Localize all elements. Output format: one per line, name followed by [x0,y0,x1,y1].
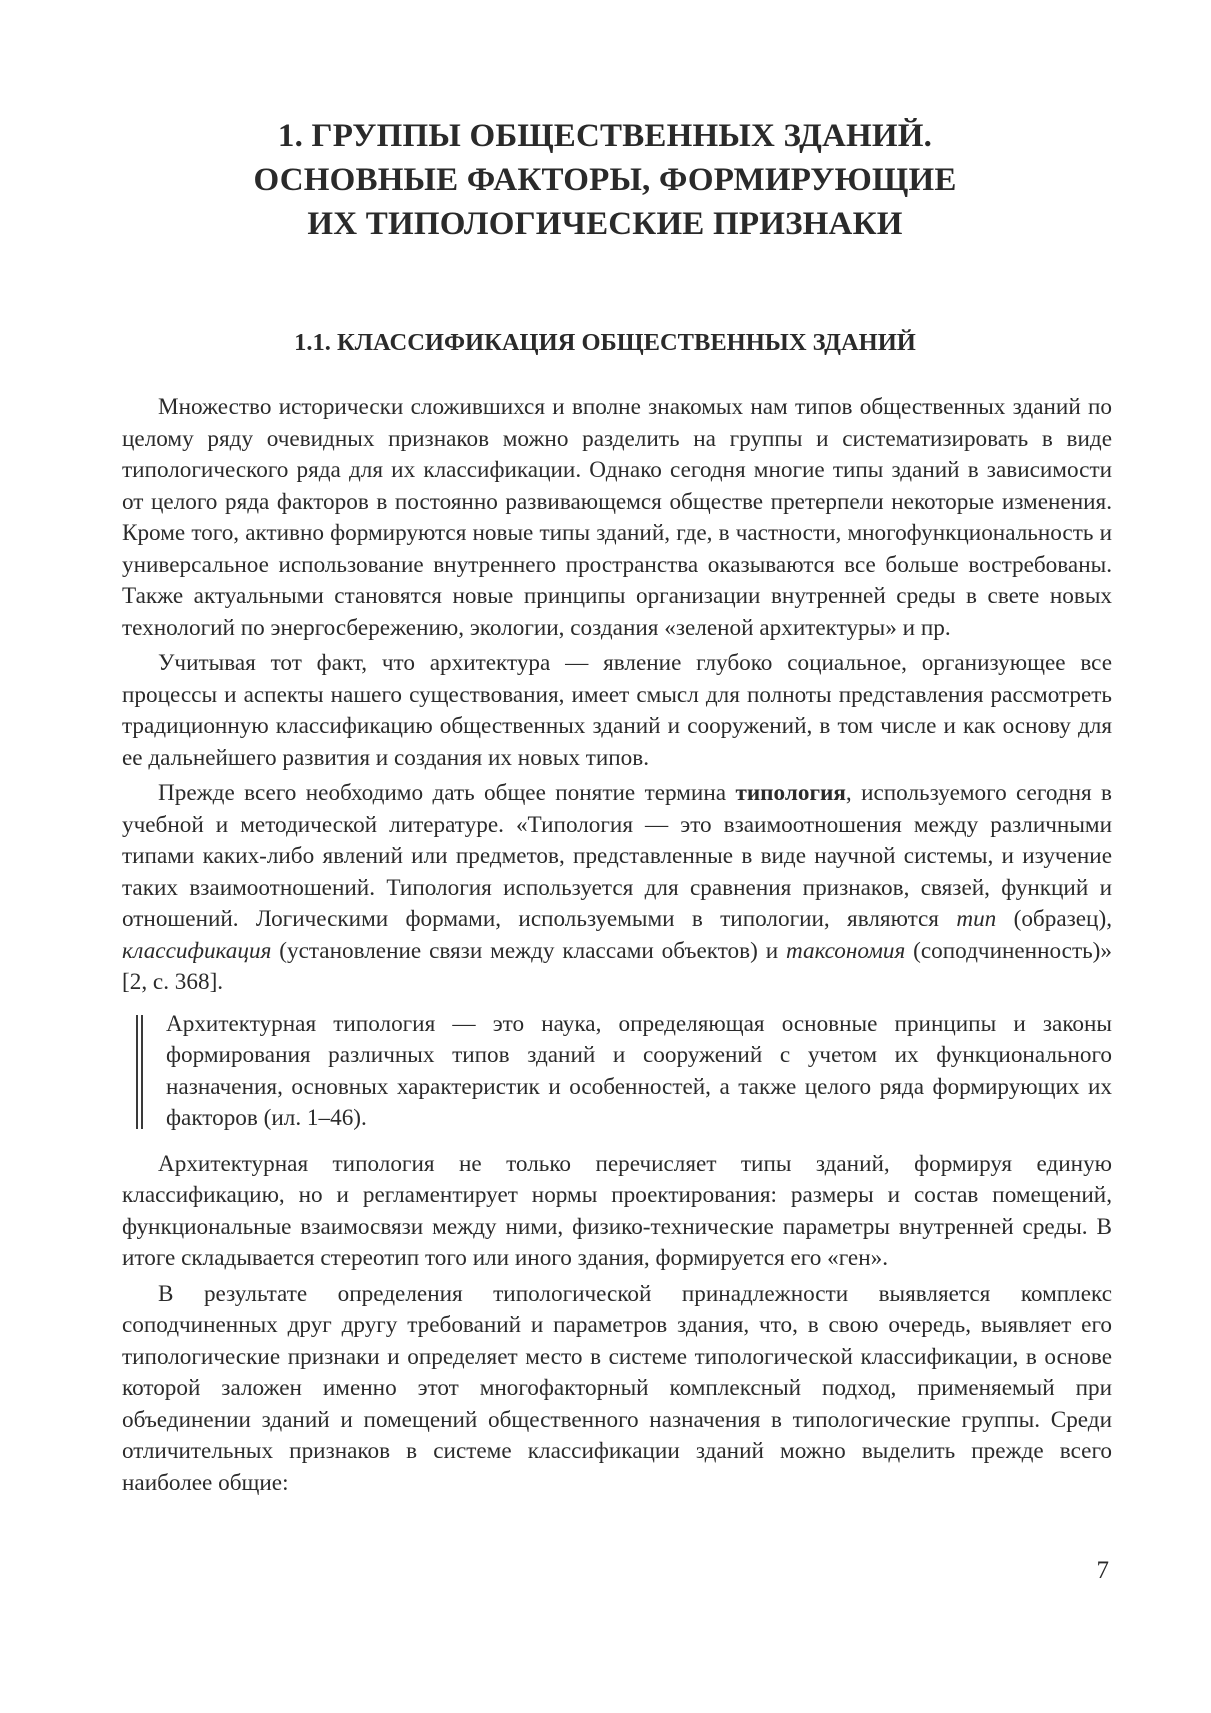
term-type: тип [956,906,997,932]
paragraph-1: Множество исторически сложившихся и вполне знакомых нам типов общественных зданий по целому ряду очевидных признаков можно разделить на группы и систематизировать в виде типологического ряда для их классификации. Однако сегодня многие типы зданий в зависимости от целого ряда факторов в постоянно развивающемся обществе претерпели некоторые изменения. Кроме того, активно формируются новые типы зданий, где, в частности, многофункциональность и универсальное использование внутреннего пространства оказываются все больше востребованы. Также актуальными становятся новые принципы организации внутренней среды в свете новых технологий по энергосбережению, экологии, создания «зеленой архитектуры» и пр. [122,394,1112,641]
paragraph-5: В результате определения типологической принадлежности выявляется комплекс соподчиненных друг другу требований и параметров здания, что, в свою очередь, выявляет его типологические признаки и определяет место в системе типологической классификации, в основе которой заложен именно этот многофакторный комплексный подход, применяемый при объединении зданий и помещений общественного назначения в типологические группы. Среди отличительных признаков в системе классификации зданий можно выделить прежде всего наиболее общие: [122,1280,1112,1496]
definition-callout [122,1009,1112,1135]
body-text [122,392,1112,1503]
paragraph-3-text-2: , используемого сегодня в учебной и методической литературе. «Типология — это взаимоотношения между различными типами каких-либо явлений или предметов, представленные в виде научной системы, и изучение таких взаимоотношений. Типология используется для сравнения признаков, связей, функций и отношений. Логическими формами, используемыми в типологии, являются [122,780,1112,932]
chapter-title-line-2: ОСНОВНЫЕ ФАКТОРЫ, ФОРМИРУЮЩИЕ [253,162,957,198]
paragraph-4: Архитектурная типология не только перечисляет типы зданий, формируя единую классификацию, но и регламентирует нормы проектирования: размеры и состав помещений, функциональные взаимосвязи между ними, физико-технические параметры внутренней среды. В итоге складывается стереотип того или иного здания, формируется его «ген». [122,1150,1112,1271]
paragraph-3 [122,778,1112,999]
paragraph-2: Учитывая тот факт, что архитектура — явление глубоко социальное, организующее все процессы и аспекты нашего существования, имеет смысл для полноты представления рассмотреть традиционную классификацию общественных зданий и сооружений, в том числе и как основу для ее дальнейшего развития и создания их новых типов. [122,650,1112,771]
term-typology: типология [735,780,846,806]
chapter-title [140,114,1070,246]
paragraph-3-text-5: (соподчиненность)» [2, с. 368]. [122,937,1112,995]
callout-double-rule [136,1015,144,1129]
paragraph-3-text-1: Прежде всего необходимо дать общее понятие термина [158,780,736,806]
term-classification: классификация [122,937,272,964]
chapter-title-line-3: ИХ ТИПОЛОГИЧЕСКИЕ ПРИЗНАКИ [307,206,903,242]
chapter-title-line-1: 1. ГРУППЫ ОБЩЕСТВЕННЫХ ЗДАНИЙ. [277,118,933,154]
paragraph-3-text-3: (образец), [996,906,1112,932]
page-number: 7 [1096,1557,1109,1584]
paragraph-3-text-4: (установление связи между классами объектов) и [271,937,786,964]
section-title: 1.1. КЛАССИФИКАЦИЯ ОБЩЕСТВЕННЫХ ЗДАНИЙ [294,329,916,356]
definition-text: Архитектурная типология — это наука, определяющая основные принципы и законы формирования различных типов зданий и сооружений с учетом их функционального назначения, основных характеристик и особенностей, а также целого ряда формирующих их факторов (ил. 1–46). [166,1010,1112,1131]
term-taxonomy: таксономия [786,937,906,964]
